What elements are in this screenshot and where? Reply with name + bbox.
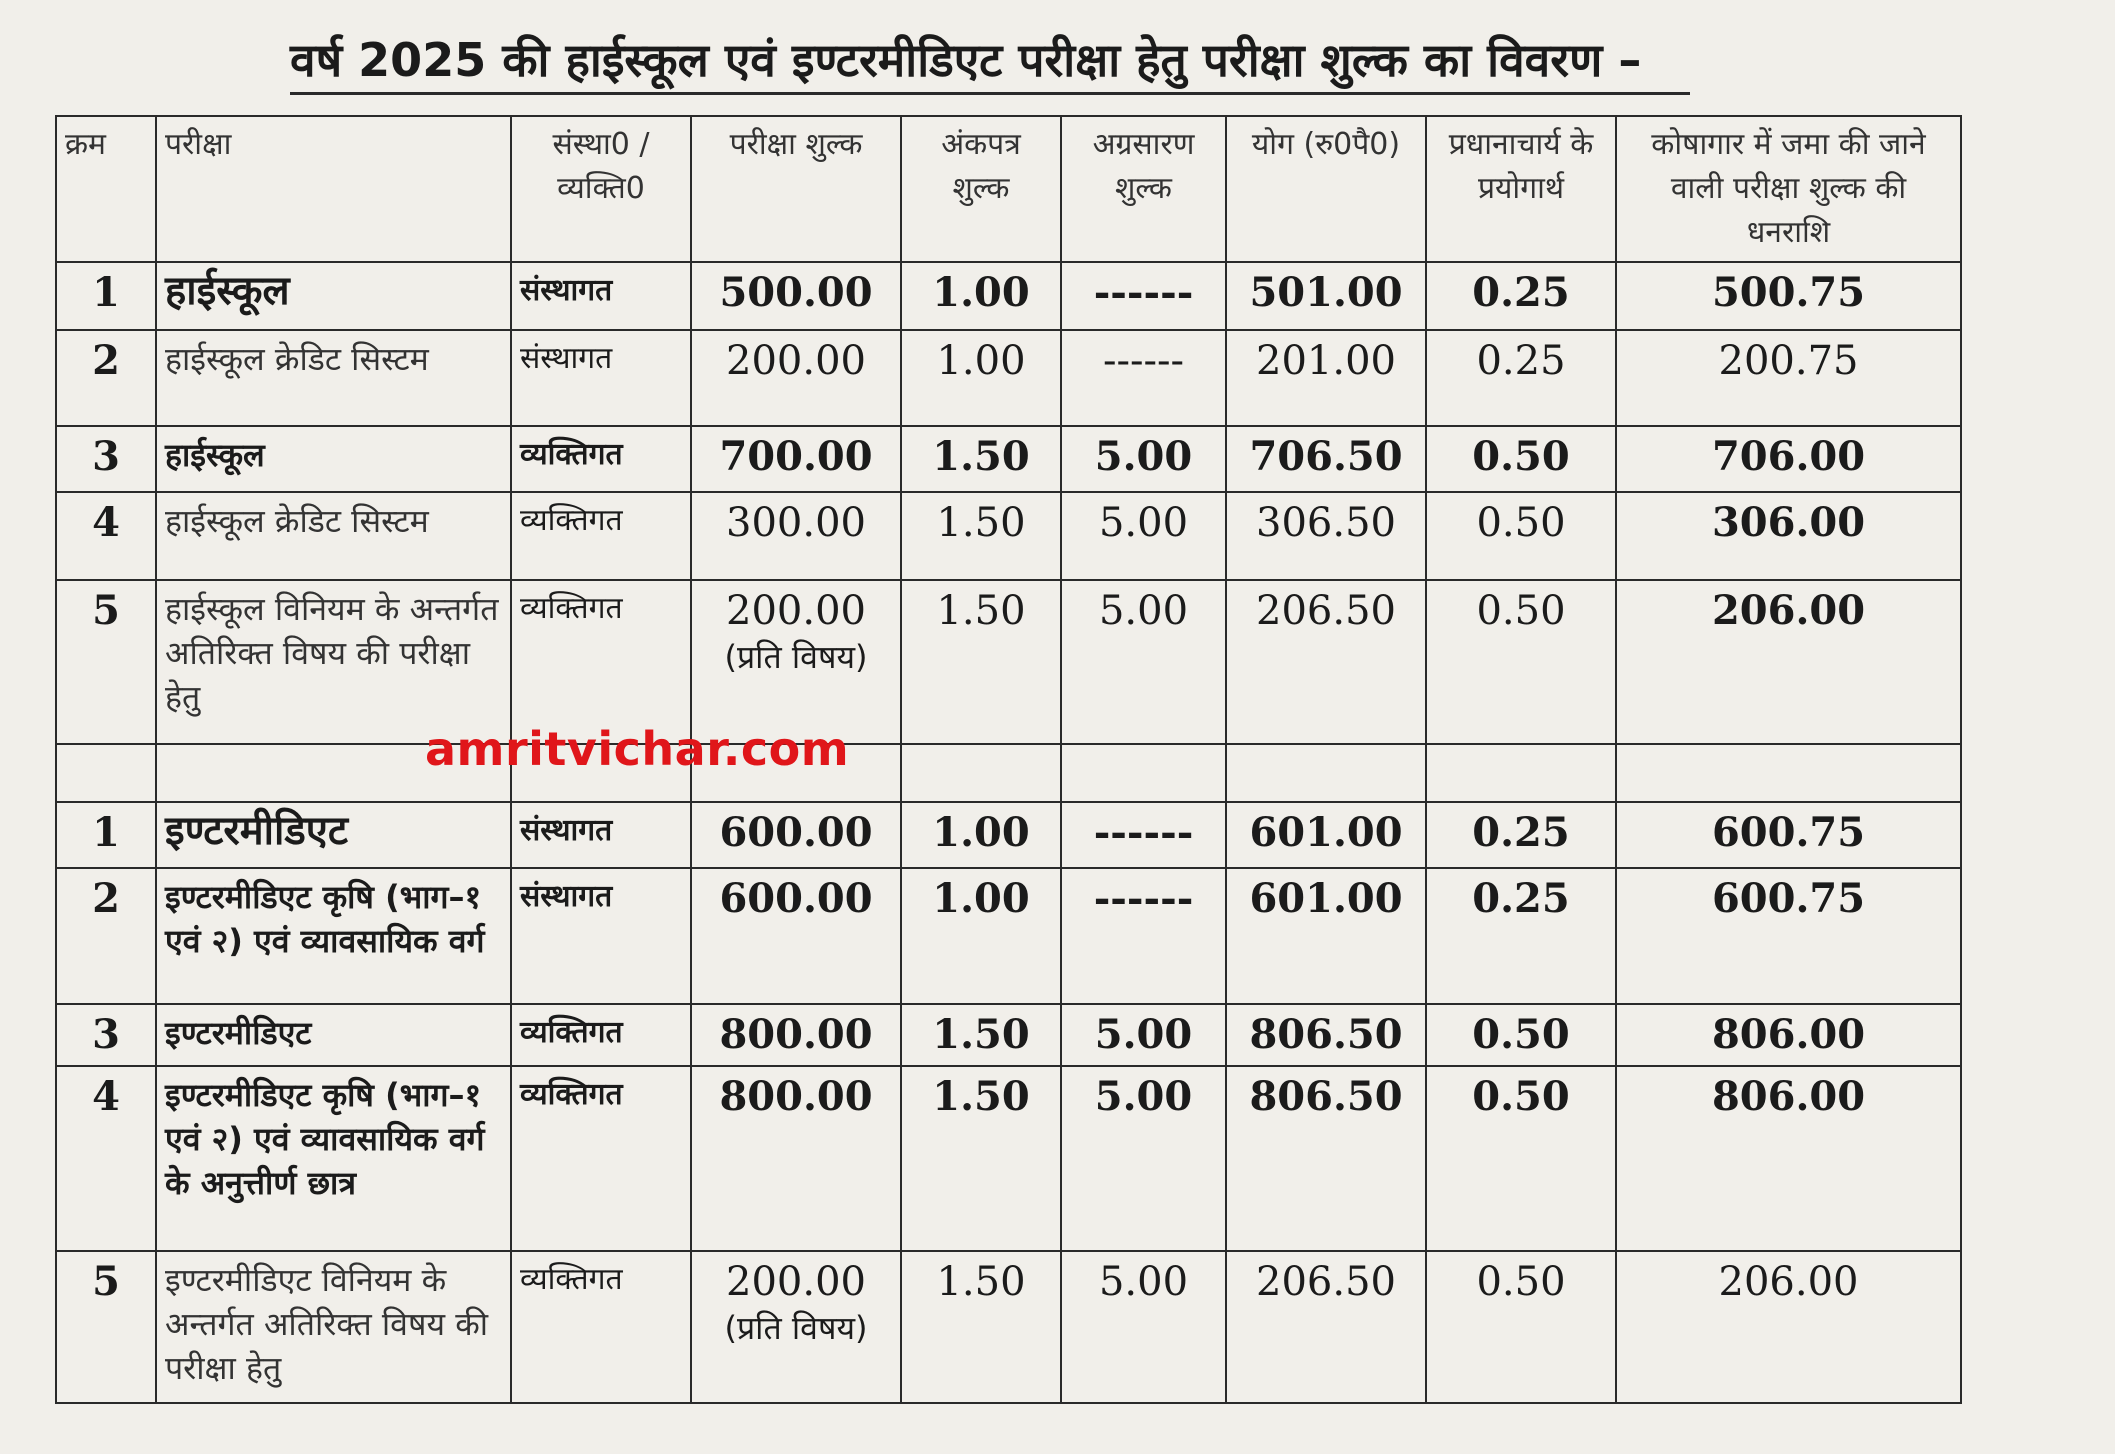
exam-cell: हाईस्कूल (156, 262, 511, 330)
principal-share-cell: 0.50 (1426, 580, 1616, 744)
principal-share-cell: 0.50 (1426, 1066, 1616, 1251)
principal-share-cell: 0.50 (1426, 1004, 1616, 1066)
serial-cell: 4 (56, 1066, 156, 1251)
table-row (56, 580, 1961, 744)
table-row (56, 802, 1961, 868)
header-total: योग (रु0पै0) (1226, 116, 1426, 262)
exam-cell: हाईस्कूल क्रेडिट सिस्टम (156, 330, 511, 426)
exam-cell: हाईस्कूल (156, 426, 511, 492)
fee-table-body (56, 262, 1961, 1403)
serial-cell: 2 (56, 868, 156, 1004)
table-row (56, 868, 1961, 1004)
forwarding-fee-cell: ------ (1061, 868, 1226, 1004)
serial-cell: 4 (56, 492, 156, 580)
exam-fee-cell: 600.00 (691, 868, 901, 1004)
spacer-cell (901, 744, 1061, 802)
exam-cell: इण्टरमीडिएट (156, 802, 511, 868)
marksheet-fee-cell: 1.00 (901, 330, 1061, 426)
marksheet-fee-cell: 1.00 (901, 868, 1061, 1004)
category-cell: व्यक्तिगत (511, 580, 691, 744)
marksheet-fee-cell: 1.50 (901, 1004, 1061, 1066)
forwarding-fee-cell: ------ (1061, 330, 1226, 426)
table-row (56, 1004, 1961, 1066)
header-row (56, 116, 1961, 262)
principal-share-cell: 0.50 (1426, 1251, 1616, 1403)
table-row (56, 426, 1961, 492)
exam-cell: हाईस्कूल क्रेडिट सिस्टम (156, 492, 511, 580)
spacer-cell (1616, 744, 1961, 802)
treasury-amount-cell: 306.00 (1616, 492, 1961, 580)
total-cell: 206.50 (1226, 1251, 1426, 1403)
treasury-amount-cell: 500.75 (1616, 262, 1961, 330)
header-exam-fee: परीक्षा शुल्क (691, 116, 901, 262)
principal-share-cell: 0.50 (1426, 426, 1616, 492)
treasury-amount-cell: 200.75 (1616, 330, 1961, 426)
header-exam: परीक्षा (156, 116, 511, 262)
header-serial: क्रम (56, 116, 156, 262)
treasury-amount-cell: 206.00 (1616, 1251, 1961, 1403)
category-cell: व्यक्तिगत (511, 1066, 691, 1251)
fee-table (55, 115, 1962, 1404)
serial-cell: 5 (56, 580, 156, 744)
exam-fee-cell: 200.00 (691, 330, 901, 426)
spacer-cell (1426, 744, 1616, 802)
exam-cell: इण्टरमीडिएट (156, 1004, 511, 1066)
principal-share-cell: 0.25 (1426, 330, 1616, 426)
serial-cell: 3 (56, 426, 156, 492)
marksheet-fee-cell: 1.50 (901, 1251, 1061, 1403)
category-cell: व्यक्तिगत (511, 492, 691, 580)
header-category: संस्था0 / व्यक्ति0 (511, 116, 691, 262)
treasury-amount-cell: 706.00 (1616, 426, 1961, 492)
category-cell: संस्थागत (511, 262, 691, 330)
header-forwarding-fee: अग्रसारण शुल्क (1061, 116, 1226, 262)
category-cell: संस्थागत (511, 802, 691, 868)
exam-cell: हाईस्कूल विनियम के अन्तर्गत अतिरिक्त विषय की परीक्षा हेतु (156, 580, 511, 744)
serial-cell: 1 (56, 262, 156, 330)
total-cell: 706.50 (1226, 426, 1426, 492)
total-cell: 206.50 (1226, 580, 1426, 744)
spacer-cell (56, 744, 156, 802)
table-row (56, 262, 1961, 330)
category-cell: संस्थागत (511, 330, 691, 426)
treasury-amount-cell: 600.75 (1616, 802, 1961, 868)
exam-fee-cell: 800.00 (691, 1066, 901, 1251)
forwarding-fee-cell: 5.00 (1061, 1004, 1226, 1066)
table-row (56, 492, 1961, 580)
principal-share-cell: 0.25 (1426, 802, 1616, 868)
exam-fee-cell: 800.00 (691, 1004, 901, 1066)
exam-cell: इण्टरमीडिएट विनियम के अन्तर्गत अतिरिक्त विषय की परीक्षा हेतु (156, 1251, 511, 1403)
marksheet-fee-cell: 1.50 (901, 492, 1061, 580)
table-row (56, 330, 1961, 426)
exam-fee-cell: 500.00 (691, 262, 901, 330)
exam-fee-value: 200.00 (726, 1259, 866, 1305)
exam-fee-cell: 300.00 (691, 492, 901, 580)
forwarding-fee-cell: ------ (1061, 802, 1226, 868)
total-cell: 501.00 (1226, 262, 1426, 330)
category-cell: व्यक्तिगत (511, 1004, 691, 1066)
forwarding-fee-cell: 5.00 (1061, 580, 1226, 744)
exam-cell: इण्टरमीडिएट कृषि (भाग–१ एवं २) एवं व्यावसायिक वर्ग के अनुत्तीर्ण छात्र (156, 1066, 511, 1251)
marksheet-fee-cell: 1.50 (901, 1066, 1061, 1251)
exam-cell: इण्टरमीडिएट कृषि (भाग–१ एवं २) एवं व्यावसायिक वर्ग (156, 868, 511, 1004)
total-cell: 601.00 (1226, 868, 1426, 1004)
forwarding-fee-cell: 5.00 (1061, 1066, 1226, 1251)
forwarding-fee-cell: 5.00 (1061, 1251, 1226, 1403)
exam-fee-cell (691, 1251, 901, 1403)
serial-cell: 1 (56, 802, 156, 868)
exam-fee-cell: 600.00 (691, 802, 901, 868)
treasury-amount-cell: 806.00 (1616, 1004, 1961, 1066)
category-cell: संस्थागत (511, 868, 691, 1004)
total-cell: 601.00 (1226, 802, 1426, 868)
table-row (56, 1251, 1961, 1403)
title-underline (290, 92, 1690, 95)
spacer-cell (1061, 744, 1226, 802)
treasury-amount-cell: 600.75 (1616, 868, 1961, 1004)
treasury-amount-cell: 806.00 (1616, 1066, 1961, 1251)
header-treasury-amount: कोषागार में जमा की जाने वाली परीक्षा शुल्क की धनराशि (1616, 116, 1961, 262)
marksheet-fee-cell: 1.00 (901, 262, 1061, 330)
treasury-amount-cell: 206.00 (1616, 580, 1961, 744)
marksheet-fee-cell: 1.00 (901, 802, 1061, 868)
forwarding-fee-cell: 5.00 (1061, 426, 1226, 492)
principal-share-cell: 0.25 (1426, 262, 1616, 330)
serial-cell: 5 (56, 1251, 156, 1403)
total-cell: 806.50 (1226, 1004, 1426, 1066)
category-cell: व्यक्तिगत (511, 1251, 691, 1403)
exam-fee-cell: 700.00 (691, 426, 901, 492)
forwarding-fee-cell: ------ (1061, 262, 1226, 330)
marksheet-fee-cell: 1.50 (901, 426, 1061, 492)
serial-cell: 3 (56, 1004, 156, 1066)
total-cell: 806.50 (1226, 1066, 1426, 1251)
spacer-row (56, 744, 1961, 802)
watermark-text: amritvichar.com (425, 722, 850, 776)
spacer-cell (1226, 744, 1426, 802)
header-principal-share: प्रधानाचार्य के प्रयोगार्थ (1426, 116, 1616, 262)
forwarding-fee-cell: 5.00 (1061, 492, 1226, 580)
exam-fee-value: 200.00 (726, 588, 866, 634)
per-subject-note: (प्रति विषय) (724, 1309, 868, 1347)
principal-share-cell: 0.25 (1426, 868, 1616, 1004)
exam-fee-cell (691, 580, 901, 744)
total-cell: 201.00 (1226, 330, 1426, 426)
document-title: वर्ष 2025 की हाईस्कूल एवं इण्टरमीडिएट परीक्षा हेतु परीक्षा शुल्क का विवरण – (290, 33, 1642, 87)
table-row (56, 1066, 1961, 1251)
total-cell: 306.50 (1226, 492, 1426, 580)
header-marksheet-fee: अंकपत्र शुल्क (901, 116, 1061, 262)
per-subject-note: (प्रति विषय) (724, 638, 868, 676)
category-cell: व्यक्तिगत (511, 426, 691, 492)
serial-cell: 2 (56, 330, 156, 426)
principal-share-cell: 0.50 (1426, 492, 1616, 580)
marksheet-fee-cell: 1.50 (901, 580, 1061, 744)
